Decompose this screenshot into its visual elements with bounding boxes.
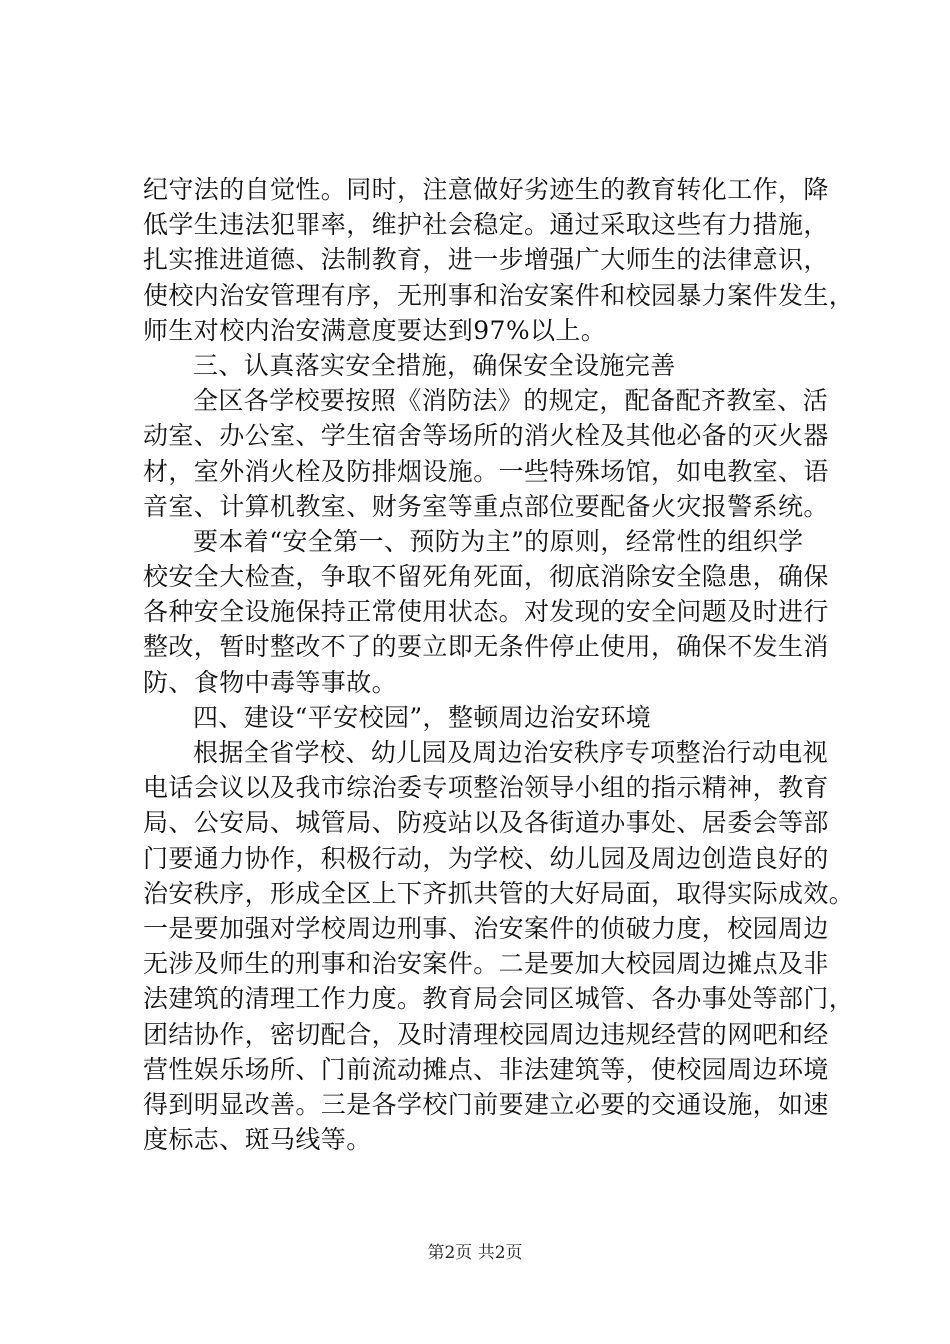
text-line: 动室、办公室、学生宿舍等场所的消火栓及其他必备的灭火器	[143, 421, 829, 451]
text-line: 法建筑的清理工作力度。教育局会同区城管、各办事处等部门，	[143, 984, 855, 1014]
text-line: 校安全大检查，争取不留死角死面，彻底消除安全隐患，确保	[143, 562, 829, 592]
text-line: 局、公安局、城管局、防疫站以及各街道办事处、居委会等部	[143, 808, 829, 838]
page-footer: 第2页 共2页	[427, 1243, 523, 1263]
text-line: 音室、计算机教室、财务室等重点部位要配备火灾报警系统。	[143, 491, 829, 521]
text-line: 营性娱乐场所、门前流动摊点、非法建筑等，使校园周边环境	[143, 1054, 829, 1084]
text-line: 根据全省学校、幼儿园及周边治安秩序专项整治行动电视	[193, 738, 829, 767]
text-line: 使校内治安管理有序，无刑事和治安案件和校园暴力案件发生，	[143, 280, 855, 310]
text-line: 扎实推进道德、法制教育，进一步增强广大师生的法律意识，	[143, 245, 829, 275]
text-line: 三、认真落实安全措施，确保安全设施完善	[193, 350, 676, 380]
text-line: 要本着“安全第一、预防为主”的原则，经常性的组织学	[193, 526, 804, 556]
text-line: 低学生违法犯罪率，维护社会稳定。通过采取这些有力措施，	[143, 210, 829, 240]
document-body	[143, 172, 855, 1157]
text-line: 无涉及师生的刑事和治安案件。二是要加大校园周边摊点及非	[143, 949, 829, 979]
text-line: 一是要加强对学校周边刑事、治安案件的侦破力度，校园周边	[143, 913, 829, 943]
text-line: 师生对校内治安满意度要达到97%以上。	[143, 315, 607, 345]
text-line: 材，室外消火栓及防排烟设施。一些特殊场馆，如电教室、语	[143, 456, 829, 486]
text-line: 团结协作，密切配合，及时清理校园周边违规经营的网吧和经	[143, 1019, 829, 1049]
text-line: 全区各学校要按照《消防法》的规定，配备配齐教室、活	[193, 386, 829, 416]
text-line: 四、建设“平安校园”，整顿周边治安环境	[193, 702, 652, 732]
text-line: 治安秩序，形成全区上下齐抓共管的大好局面，取得实际成效。	[143, 878, 855, 908]
text-line: 各种安全设施保持正常使用状态。对发现的安全问题及时进行	[143, 597, 829, 627]
text-line: 得到明显改善。三是各学校门前要建立必要的交通设施，如速	[143, 1089, 829, 1119]
text-line: 度标志、斑马线等。	[143, 1125, 372, 1155]
text-line: 电话会议以及我市综治委专项整治领导小组的指示精神，教育	[143, 773, 829, 803]
text-line: 纪守法的自觉性。同时，注意做好劣迹生的教育转化工作，降	[143, 175, 829, 204]
text-line: 防、食物中毒等事故。	[143, 667, 398, 697]
text-line: 整改，暂时整改不了的要立即无条件停止使用，确保不发生消	[143, 632, 829, 662]
text-line: 门要通力协作，积极行动，为学校、幼儿园及周边创造良好的	[143, 843, 829, 873]
